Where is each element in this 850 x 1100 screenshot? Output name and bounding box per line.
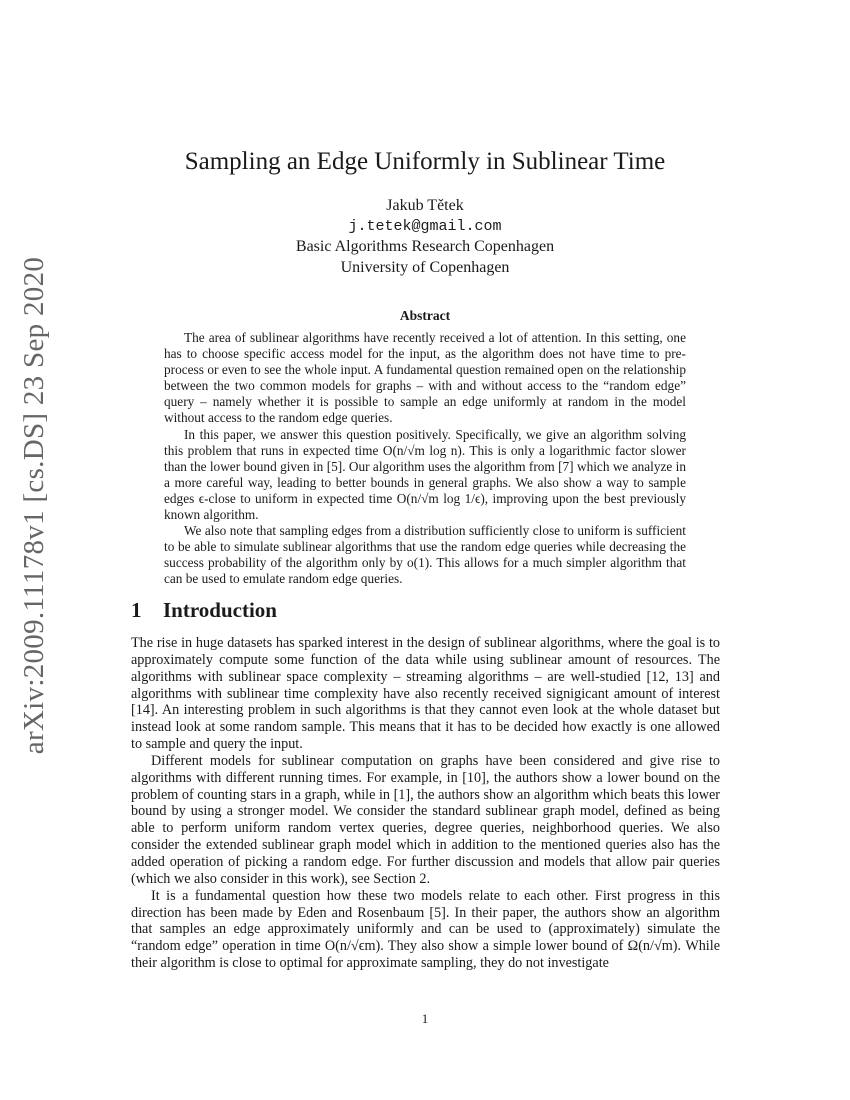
abstract-heading: Abstract <box>399 308 451 323</box>
abstract-body <box>164 330 686 588</box>
section-body <box>131 635 720 972</box>
body-paragraph: It is a fundamental question how these two models relate to each other. First progress in this direction has been made by Eden and Rosenbaum [5]. In their paper, the authors show an algorithm that samples an edge approximately uniformly and can be used to (approximately) simulate the “random edge” operation in time O(n/√ϵm). They also show a simple lower bound of Ω(n/√m). While their algorithm is close to optimal for approximate sampling, they do not investigate <box>131 887 720 972</box>
body-paragraph: Different models for sublinear computation on graphs have been considered and give rise to algorithms with different running times. For example, in [10], the authors show a lower bound on the problem of counting stars in a graph, while in [1], the authors show an algorithm which beats this lower bound by using a stronger model. We consider the standard sublinear graph model, defined as being able to perform uniform random vertex queries, degree queries, neighborhood queries. We also consider the extended sublinear graph model which in addition to the mentioned queries also has the added operation of picking a random edge. For further discussion and models that allow pair queries (which we also consider in this work), see Section 2. <box>131 752 720 887</box>
section-number: 1 <box>131 598 142 622</box>
page-number: 1 <box>421 1011 429 1026</box>
affiliation-line-2: University of Copenhagen <box>340 258 510 276</box>
paper-title: Sampling an Edge Uniformly in Sublinear Time <box>184 148 666 175</box>
author-name: Jakub Tětek <box>386 197 464 214</box>
abstract-paragraph: The area of sublinear algorithms have recently received a lot of attention. In this setting, one has to choose specific access model for the input, as the algorithm does not have time to pre-process or even to see the whole input. A fundamental question remained open on the relationship between the two common models for graphs – with and without access to the “random edge” query – namely whether it is possible to sample an edge uniformly at random in the model without access to the random edge queries. <box>164 330 686 426</box>
body-paragraph: The rise in huge datasets has sparked interest in the design of sublinear algorithms, where the goal is to approximately compute some function of the data while using sublinear amount of resources. The algorithms with sublinear space complexity – streaming algorithms – are well-studied [12, 13] and algorithms with sublinear time complexity have also recently received signigicant amount of interest [14]. An interesting problem in such algorithms is that they cannot even look at the whole dataset but instead look at some random sample. This means that it has to be decided how exactly is one allowed to sample and query the input. <box>131 635 720 753</box>
section-heading <box>131 598 277 623</box>
author-block <box>0 196 850 278</box>
section-title: Introduction <box>163 598 277 622</box>
abstract-paragraph: We also note that sampling edges from a distribution sufficiently close to uniform is sufficient to be able to simulate sublinear algorithms that use the random edge queries while decreasing the success probability of the algorithm only by o(1). This allows for a much simpler algorithm that can be used to emulate random edge queries. <box>164 523 686 587</box>
arxiv-sidebar-stamp <box>8 256 62 754</box>
affiliation-line-1: Basic Algorithms Research Copenhagen <box>295 238 555 255</box>
author-email: j.tetek@gmail.com <box>348 217 502 235</box>
abstract-paragraph: In this paper, we answer this question positively. Specifically, we give an algorithm solving this problem that runs in expected time O(n/√m log n). This is only a logarithmic factor slower than the lower bound given in [5]. Our algorithm uses the algorithm from [7] which we analyze in a more careful way, leading to better bounds in general graphs. We also show a way to sample edges ϵ-close to uniform in expected time O(n/√m log 1/ϵ), improving upon the best previously known algorithm. <box>164 426 686 523</box>
arxiv-identifier: arXiv:2009.11178v1 [cs.DS] 23 Sep 2020 <box>18 256 51 754</box>
